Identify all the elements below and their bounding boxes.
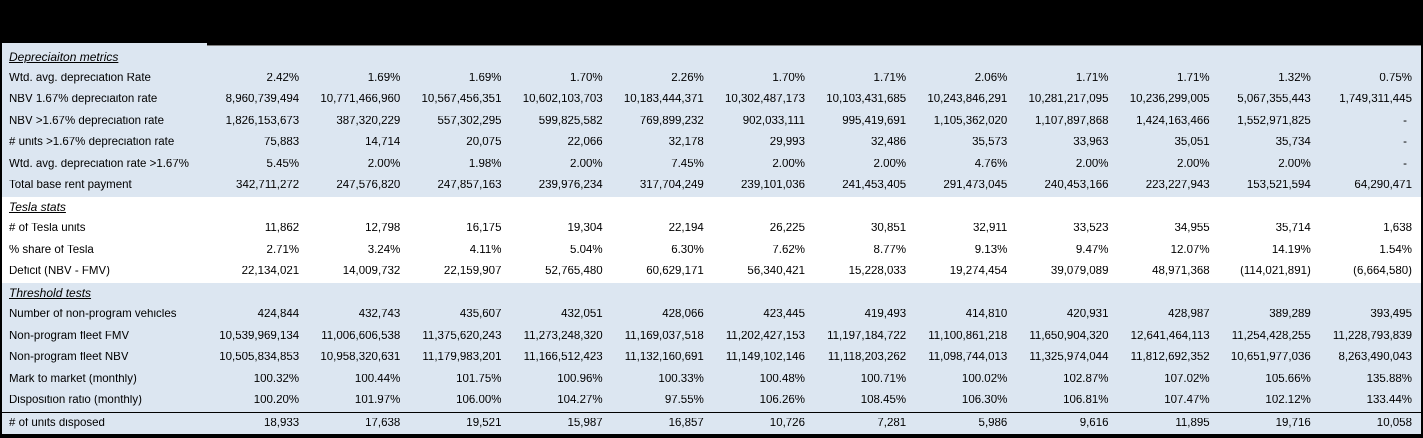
value-cell[interactable]: 106.81% <box>1063 395 1109 406</box>
value-cell[interactable]: 557,302,295 <box>437 115 502 127</box>
value-cell[interactable]: 10,651,977,036 <box>1230 352 1311 363</box>
table-row <box>2 111 1421 133</box>
value-cell[interactable]: 424,844 <box>257 309 300 320</box>
value-cell[interactable]: 2.00% <box>1075 158 1109 170</box>
value-cell[interactable]: 12,641,464,113 <box>1130 330 1210 342</box>
value-cell[interactable]: 11,166,512,423 <box>523 352 603 363</box>
value-cell[interactable]: 1.98% <box>468 158 502 170</box>
metrics-table <box>0 43 1423 438</box>
value-cell[interactable]: 1,107,897,868 <box>1034 115 1109 127</box>
table-row <box>2 304 1421 326</box>
value-cell[interactable]: 423,445 <box>763 309 805 320</box>
value-cell[interactable]: 22,159,907 <box>443 266 502 277</box>
value-cell[interactable]: 30,851 <box>870 223 907 234</box>
section-header-row <box>2 197 1421 219</box>
value-cell[interactable]: 12.07% <box>1170 244 1210 256</box>
value-cell[interactable]: 106.30% <box>961 395 1008 406</box>
value-cell[interactable]: 2.00% <box>1177 158 1210 170</box>
value-cell[interactable]: 2.00% <box>873 158 907 170</box>
value-cell[interactable]: 2.00% <box>1278 158 1311 170</box>
value-cell[interactable]: 11,862 <box>264 223 300 234</box>
section-title-cell[interactable]: Tesla stats <box>9 201 66 214</box>
value-cell[interactable]: 153,521,594 <box>1246 180 1311 191</box>
value-cell[interactable]: 14.19% <box>1271 244 1311 256</box>
value-cell[interactable]: 100.20% <box>253 395 300 406</box>
value-cell[interactable]: 14,714 <box>365 137 401 148</box>
value-cell[interactable]: 420,931 <box>1066 309 1109 320</box>
value-cell[interactable]: 2.06% <box>974 72 1008 84</box>
table-row <box>2 218 1421 240</box>
value-cell[interactable]: 105.66% <box>1265 373 1311 385</box>
table-row <box>2 132 1421 154</box>
value-cell[interactable]: 100.71% <box>860 373 907 385</box>
value-cell[interactable]: 102.87% <box>1063 373 1109 385</box>
value-cell[interactable]: 11,273,248,320 <box>523 330 603 342</box>
value-cell[interactable]: 97.55% <box>664 395 704 406</box>
value-cell[interactable]: 1.71% <box>873 72 907 84</box>
row-label-cell[interactable]: Total base rent payment <box>9 180 132 191</box>
value-cell[interactable]: 64,290,471 <box>1354 180 1412 191</box>
value-cell[interactable]: 995,419,691 <box>842 115 907 127</box>
value-cell[interactable]: 10,183,444,371 <box>623 94 704 105</box>
value-cell[interactable]: 18,933 <box>263 417 300 429</box>
row-label-cell[interactable]: NBV >1.67% depreciation rate <box>9 115 165 127</box>
value-cell[interactable]: 102.12% <box>1265 395 1311 406</box>
value-cell[interactable]: 107.02% <box>1164 373 1210 385</box>
value-cell[interactable]: 12,798 <box>365 223 401 234</box>
value-cell[interactable]: 135.88% <box>1366 373 1412 385</box>
value-cell[interactable]: 16,175 <box>466 223 502 234</box>
section-title-cell[interactable]: Threshold tests <box>9 287 92 300</box>
row-label-cell[interactable]: # units >1.67% depreciation rate <box>9 137 175 148</box>
value-cell[interactable]: 389,289 <box>1269 309 1311 320</box>
table-row <box>2 412 1421 435</box>
value-cell[interactable]: 1.69% <box>468 72 502 84</box>
value-cell[interactable]: 432,051 <box>561 309 603 320</box>
value-cell[interactable]: 1.70% <box>570 72 603 84</box>
row-label-cell[interactable]: Wtd. avg. depreciation Rate <box>9 72 151 84</box>
value-cell[interactable]: 1.71% <box>1075 72 1109 84</box>
value-cell[interactable]: 2.71% <box>266 244 300 256</box>
value-cell[interactable]: 11,006,606,538 <box>321 330 401 342</box>
value-cell[interactable]: 32,911 <box>973 223 1008 234</box>
value-cell[interactable]: 8,263,490,043 <box>1338 352 1412 363</box>
value-cell[interactable]: 4.76% <box>974 158 1008 170</box>
value-cell[interactable]: 10,302,487,173 <box>725 94 805 105</box>
value-cell[interactable]: - <box>1403 158 1407 170</box>
value-cell[interactable]: 100.44% <box>354 373 401 385</box>
value-cell[interactable]: 35,573 <box>972 137 1008 148</box>
value-cell[interactable]: 11,098,744,013 <box>928 352 1008 363</box>
table-row <box>2 154 1421 176</box>
value-cell[interactable]: 35,734 <box>1275 137 1311 148</box>
value-cell[interactable]: 11,118,203,262 <box>827 352 907 363</box>
value-cell[interactable]: 11,149,102,146 <box>725 352 805 363</box>
value-cell[interactable]: 240,453,166 <box>1044 180 1109 191</box>
value-cell[interactable]: 10,243,846,291 <box>927 94 1008 105</box>
value-cell[interactable]: 106.26% <box>759 395 805 406</box>
table-row <box>2 347 1421 369</box>
row-label-cell[interactable]: % share of Tesla <box>9 244 94 256</box>
value-cell[interactable]: 10,236,299,005 <box>1129 94 1210 105</box>
section-header-row <box>2 46 1421 68</box>
value-cell[interactable]: 22,194 <box>668 223 704 234</box>
value-cell[interactable]: 1,105,362,020 <box>933 115 1008 127</box>
value-cell[interactable]: 34,955 <box>1174 223 1210 234</box>
value-cell[interactable]: 414,810 <box>965 309 1008 320</box>
value-cell[interactable]: 52,765,480 <box>545 266 603 277</box>
value-cell[interactable]: 428,987 <box>1168 309 1210 320</box>
value-cell[interactable]: 342,711,272 <box>236 180 300 191</box>
value-cell[interactable]: 247,857,163 <box>437 180 502 191</box>
value-cell[interactable]: 35,714 <box>1275 223 1311 234</box>
value-cell[interactable]: 11,895 <box>1175 417 1210 429</box>
value-cell[interactable]: 393,495 <box>1370 309 1412 320</box>
value-cell[interactable]: 432,743 <box>358 309 401 320</box>
value-cell[interactable]: 108.45% <box>860 395 907 406</box>
value-cell[interactable]: 100.02% <box>961 373 1008 385</box>
value-cell[interactable]: 9.13% <box>974 244 1008 256</box>
section-title-cell[interactable]: Depreciaiton metrics <box>9 50 119 63</box>
row-label-cell[interactable]: Wtd. avg. depreciation rate >1.67% <box>9 158 189 170</box>
value-cell[interactable]: 100.96% <box>557 373 603 385</box>
row-label-cell[interactable]: # of units disposed <box>9 417 105 429</box>
value-cell[interactable]: 11,197,184,722 <box>827 330 907 342</box>
value-cell[interactable]: 1.54% <box>1379 244 1412 256</box>
value-cell[interactable]: 10,602,103,703 <box>522 94 603 105</box>
value-cell[interactable]: 11,228,793,839 <box>1332 330 1412 342</box>
value-cell[interactable]: 133.44% <box>1366 395 1412 406</box>
row-label-cell[interactable]: Deficit (NBV - FMV) <box>9 266 110 277</box>
value-cell[interactable]: 19,521 <box>466 417 502 429</box>
value-cell[interactable]: 291,473,045 <box>943 180 1008 191</box>
value-cell[interactable]: 56,340,421 <box>747 266 805 277</box>
value-cell[interactable]: 7.45% <box>671 158 704 170</box>
table-row <box>2 390 1421 412</box>
value-cell[interactable]: 7,281 <box>877 417 907 429</box>
value-cell[interactable]: 10,726 <box>769 417 805 429</box>
value-cell[interactable]: 10,281,217,095 <box>1028 94 1109 105</box>
value-cell[interactable]: 19,304 <box>567 223 603 234</box>
value-cell[interactable]: 10,058 <box>1376 417 1412 429</box>
value-cell[interactable]: 7.62% <box>772 244 805 256</box>
value-cell[interactable]: 6.30% <box>671 244 704 256</box>
value-cell[interactable]: 0.75% <box>1379 72 1412 84</box>
value-cell[interactable]: 11,202,427,153 <box>725 330 805 342</box>
value-cell[interactable]: 11,169,037,518 <box>624 330 704 342</box>
value-cell[interactable]: 15,228,033 <box>848 266 907 277</box>
value-cell[interactable]: 2.00% <box>367 158 401 170</box>
value-cell[interactable]: 11,325,974,044 <box>1029 352 1109 363</box>
section-header-row <box>2 283 1421 305</box>
table-row <box>2 240 1421 262</box>
row-label-cell[interactable]: Non-program fleet NBV <box>9 352 129 363</box>
value-cell[interactable]: 100.32% <box>253 373 300 385</box>
row-label-cell[interactable]: Mark to market (monthly) <box>9 373 137 385</box>
value-cell[interactable]: 33,523 <box>1073 223 1109 234</box>
value-cell[interactable]: 5,986 <box>978 417 1008 429</box>
value-cell[interactable]: 419,493 <box>864 309 907 320</box>
value-cell[interactable]: 428,066 <box>662 309 704 320</box>
value-cell[interactable]: 104.27% <box>557 395 603 406</box>
value-cell[interactable]: 1.71% <box>1177 72 1210 84</box>
value-cell[interactable]: 5.04% <box>570 244 603 256</box>
value-cell[interactable]: (114,021,891) <box>1240 266 1311 277</box>
value-cell[interactable]: 10,958,320,631 <box>320 352 401 363</box>
table-row <box>2 261 1421 283</box>
value-cell[interactable]: 11,100,861,218 <box>928 330 1008 342</box>
value-cell[interactable]: (6,664,580) <box>1353 266 1412 277</box>
value-cell[interactable]: - <box>1403 137 1407 148</box>
value-cell[interactable]: 32,178 <box>668 137 704 148</box>
value-cell[interactable]: 10,103,431,685 <box>826 94 907 105</box>
value-cell[interactable]: 1.69% <box>367 72 401 84</box>
value-cell[interactable]: 107.47% <box>1164 395 1210 406</box>
table-row <box>2 326 1421 348</box>
value-cell[interactable]: 247,576,820 <box>336 180 401 191</box>
value-cell[interactable]: 239,976,234 <box>538 180 603 191</box>
row-label-cell[interactable]: Number of non-program vehicles <box>9 309 177 320</box>
value-cell[interactable]: 15,987 <box>567 417 603 429</box>
value-cell[interactable]: 16,857 <box>668 417 704 429</box>
value-cell[interactable]: 1,552,971,825 <box>1237 115 1311 127</box>
value-cell[interactable]: 9.47% <box>1075 244 1109 256</box>
value-cell[interactable]: 33,963 <box>1073 137 1109 148</box>
value-cell[interactable]: 26,225 <box>769 223 805 234</box>
value-cell[interactable]: 1,638 <box>1383 223 1412 234</box>
value-cell[interactable]: 241,453,405 <box>842 180 907 191</box>
row-label-cell[interactable]: # of Tesla units <box>9 223 86 234</box>
value-cell[interactable]: 8.77% <box>873 244 907 256</box>
row-label-cell[interactable]: NBV 1.67% depreciaiton rate <box>9 94 158 105</box>
value-cell[interactable]: 20,075 <box>466 137 502 148</box>
value-cell[interactable]: 2.00% <box>772 158 805 170</box>
row-label-cell[interactable]: Non-program fleet FMV <box>9 330 130 342</box>
value-cell[interactable]: 239,101,036 <box>741 180 805 191</box>
value-cell[interactable]: 22,066 <box>567 137 603 148</box>
value-cell[interactable]: 435,607 <box>459 309 502 320</box>
value-cell[interactable]: - <box>1403 115 1407 127</box>
value-cell[interactable]: 10,505,834,853 <box>219 352 300 363</box>
value-cell[interactable]: 387,320,229 <box>336 115 401 127</box>
value-cell[interactable]: 11,132,160,691 <box>624 352 704 363</box>
value-cell[interactable]: 599,825,582 <box>538 115 603 127</box>
value-cell[interactable]: 11,650,904,320 <box>1029 330 1109 342</box>
value-cell[interactable]: 5,067,355,443 <box>1237 94 1311 105</box>
value-cell[interactable]: 11,254,428,255 <box>1231 330 1311 342</box>
value-cell[interactable]: 106.00% <box>456 395 502 406</box>
value-cell[interactable]: 10,539,969,134 <box>219 330 300 342</box>
value-cell[interactable]: 1,826,153,673 <box>225 115 300 127</box>
value-cell[interactable]: 769,899,232 <box>639 115 704 127</box>
value-cell[interactable]: 29,993 <box>769 137 805 148</box>
value-cell[interactable]: 101.75% <box>456 373 502 385</box>
value-cell[interactable]: 10,567,456,351 <box>421 94 502 105</box>
value-cell[interactable]: 8,960,739,494 <box>225 94 300 105</box>
value-cell[interactable]: 317,704,249 <box>639 180 704 191</box>
row-label-cell[interactable]: Disposition ratio (monthly) <box>9 395 142 406</box>
value-cell[interactable]: 9,616 <box>1079 417 1109 429</box>
value-cell[interactable]: 2.42% <box>266 72 300 84</box>
value-cell[interactable]: 35,051 <box>1174 137 1210 148</box>
value-cell[interactable]: 22,134,021 <box>241 266 300 277</box>
value-cell[interactable]: 32,486 <box>870 137 907 148</box>
value-cell[interactable]: 101.97% <box>354 395 401 406</box>
value-cell[interactable]: 11,179,983,201 <box>422 352 502 363</box>
value-cell[interactable]: 1,749,311,445 <box>1339 94 1412 105</box>
table-row <box>2 68 1421 90</box>
value-cell[interactable]: 100.33% <box>658 373 704 385</box>
table-row <box>2 175 1421 197</box>
value-cell[interactable]: 223,227,943 <box>1145 180 1210 191</box>
value-cell[interactable]: 1,424,163,466 <box>1136 115 1210 127</box>
value-cell[interactable]: 11,812,692,352 <box>1130 352 1210 363</box>
value-cell[interactable]: 60,629,171 <box>646 266 704 277</box>
value-cell[interactable]: 5.45% <box>266 158 300 170</box>
value-cell[interactable]: 11,375,620,243 <box>422 330 502 342</box>
value-cell[interactable]: 902,033,111 <box>742 115 805 127</box>
value-cell[interactable]: 4.11% <box>469 244 502 256</box>
value-cell[interactable]: 100.48% <box>759 373 805 385</box>
value-cell[interactable]: 1.70% <box>772 72 805 84</box>
value-cell[interactable]: 1.32% <box>1278 72 1311 84</box>
value-cell[interactable]: 3.24% <box>367 244 401 256</box>
table-row <box>2 369 1421 391</box>
value-cell[interactable]: 19,716 <box>1275 417 1311 429</box>
value-cell[interactable]: 17,638 <box>365 417 401 429</box>
redacted-header-band <box>0 0 1423 43</box>
value-cell[interactable]: 2.26% <box>671 72 704 84</box>
value-cell[interactable]: 14,009,732 <box>342 266 401 277</box>
value-cell[interactable]: 10,771,466,960 <box>320 94 401 105</box>
value-cell[interactable]: 75,883 <box>263 137 300 148</box>
table-row <box>2 89 1421 111</box>
value-cell[interactable]: 2.00% <box>570 158 603 170</box>
value-cell[interactable]: 19,274,454 <box>949 266 1008 277</box>
value-cell[interactable]: 39,079,089 <box>1050 266 1109 277</box>
value-cell[interactable]: 48,971,368 <box>1152 266 1210 277</box>
